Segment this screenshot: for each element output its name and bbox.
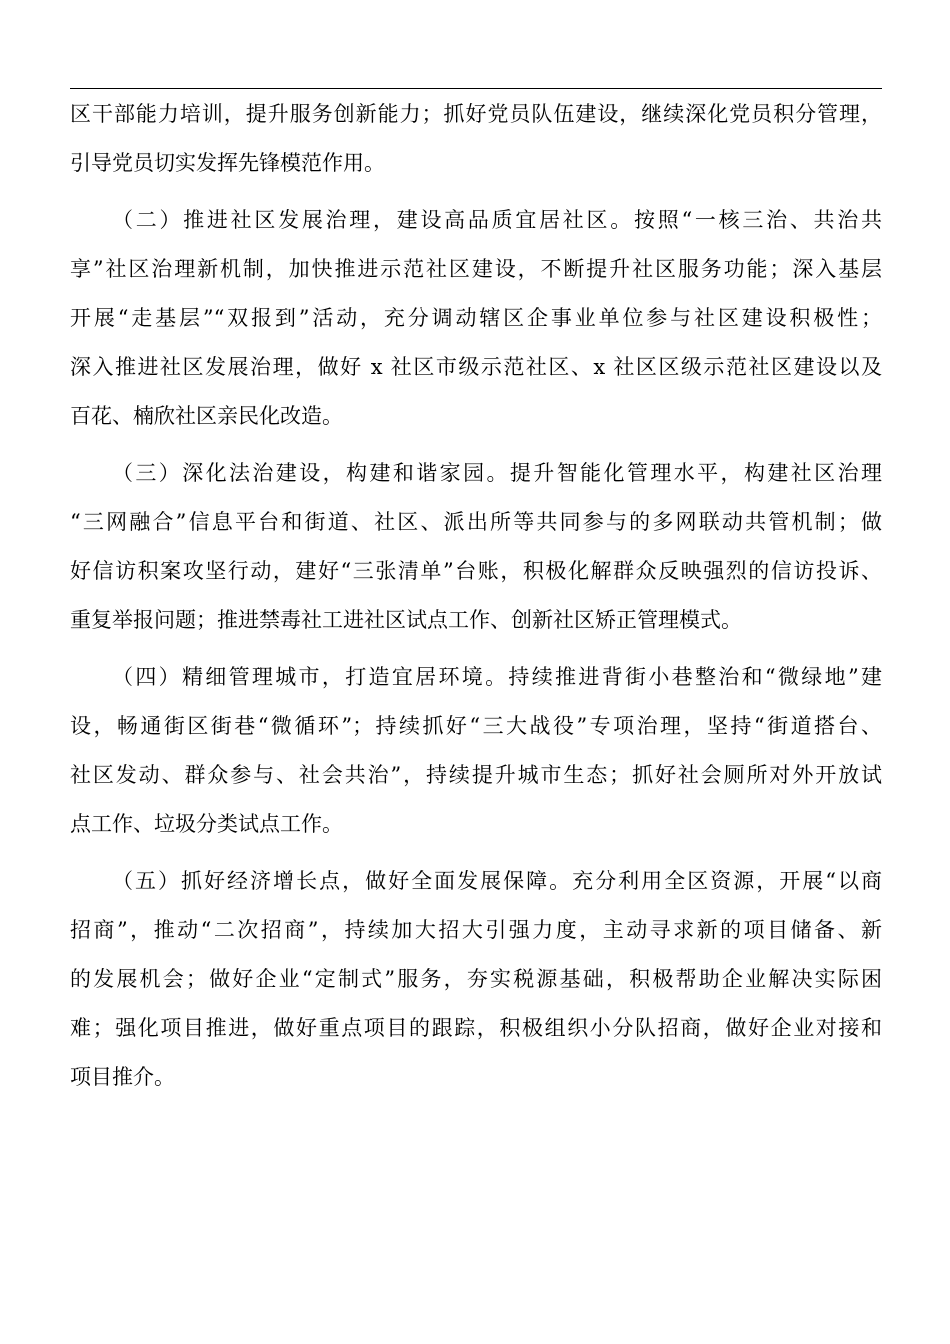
document-body [70,90,882,1110]
text-line: （二）推进社区发展治理，建设高品质宜居社区。按照“一核三治、共治共 [112,208,882,232]
text-line: 招商”，推动“二次招商”，持续加大招大引强力度，主动寻求新的项目储备、新 [70,918,882,942]
text-line: 深入推进社区发展治理，做好 x 社区市级示范社区、x 社区区级示范社区建设以及 [70,355,882,379]
header-rule [70,88,882,89]
paragraph-community-governance [70,196,882,441]
text-line: “三网融合”信息平台和街道、社区、派出所等共同参与的多网联动共管机制；做 [70,510,882,534]
text-line: 社区发动、群众参与、社会共治”，持续提升城市生态；抓好社会厕所对外开放试 [70,763,882,787]
paragraph-training [70,90,882,188]
text-line: 难；强化项目推进，做好重点项目的跟踪，积极组织小分队招商，做好企业对接和 [70,1016,882,1040]
text-line: 点工作、垃圾分类试点工作。 [70,812,343,836]
text-line: 享”社区治理新机制，加快推进示范社区建设，不断提升社区服务功能；深入基层 [70,257,882,281]
text-line: （五）抓好经济增长点，做好全面发展保障。充分利用全区资源，开展“以商 [112,869,882,893]
text-line: 百花、楠欣社区亲民化改造。 [70,404,343,428]
text-line: 重复举报问题；推进禁毒社工进社区试点工作、创新社区矫正管理模式。 [70,608,742,632]
text-line: 好信访积案攻坚行动，建好“三张清单”台账，积极化解群众反映强烈的信访投诉、 [70,559,882,583]
text-line: （三）深化法治建设，构建和谐家园。提升智能化管理水平，构建社区治理 [112,461,882,485]
text-line: （四）精细管理城市，打造宜居环境。持续推进背街小巷整治和“微绿地”建 [112,665,882,689]
text-line: 项目推介。 [70,1065,175,1089]
text-line: 设，畅通街区街巷“微循环”；持续抓好“三大战役”专项治理，坚持“街道搭台、 [70,714,882,738]
paragraph-economic-growth [70,857,882,1102]
text-line: 引导党员切实发挥先锋模范作用。 [70,151,385,175]
text-line: 的发展机会；做好企业“定制式”服务，夯实税源基础，积极帮助企业解决实际困 [70,967,882,991]
paragraph-city-management [70,653,882,849]
text-line: 区干部能力培训，提升服务创新能力；抓好党员队伍建设，继续深化党员积分管理， [70,102,882,126]
text-line: 开展“走基层”“双报到”活动，充分调动辖区企事业单位参与社区建设积极性； [70,306,882,330]
paragraph-rule-of-law [70,449,882,645]
